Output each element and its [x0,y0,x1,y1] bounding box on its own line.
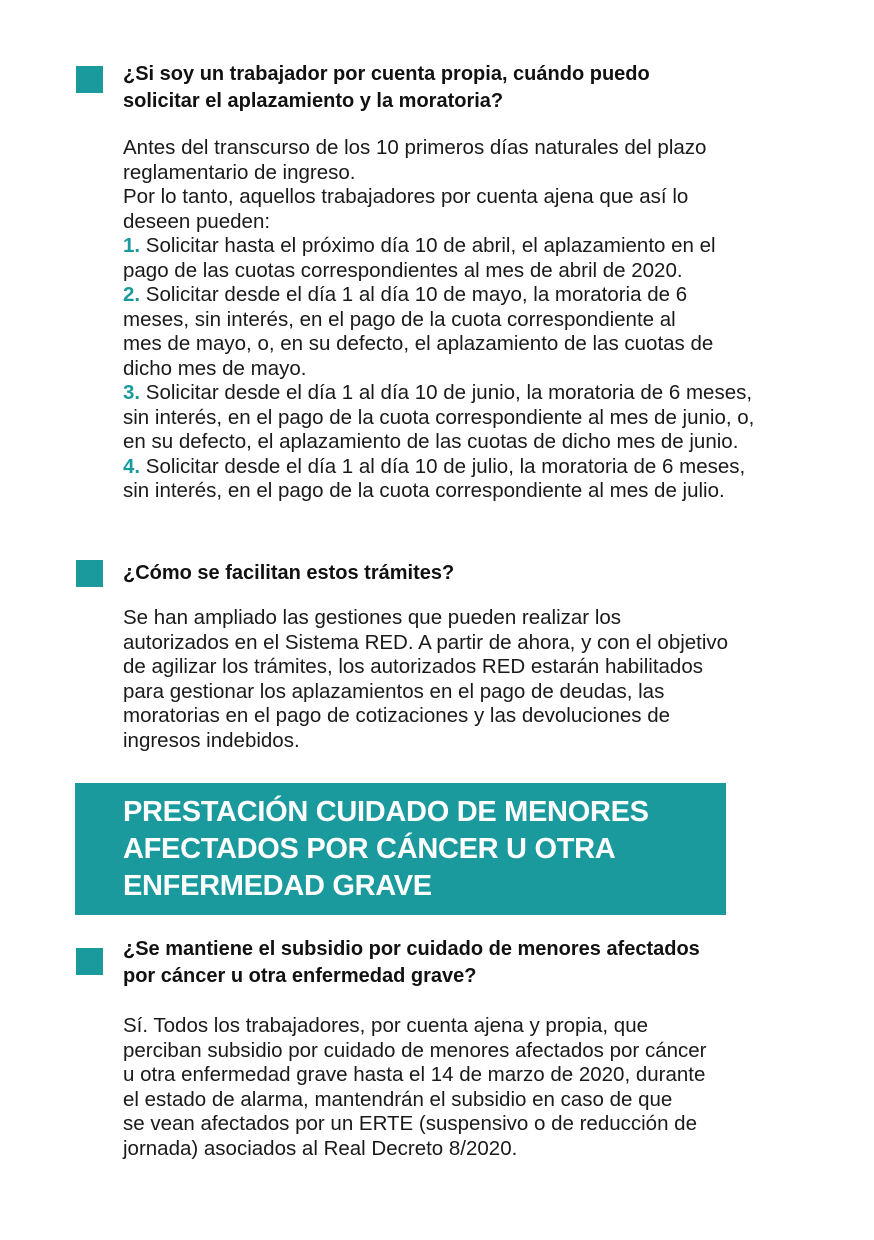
section-marker-2 [76,560,103,587]
question-procedures: ¿Cómo se facilitan estos trámites? [123,562,455,584]
banner-title-line: PRESTACIÓN CUIDADO DE MENORES [123,796,649,828]
intro-line: reglamentario de ingreso. [123,160,356,184]
section-marker-3 [76,948,103,975]
intro-line: deseen pueden: [123,209,271,233]
list-number-4: 4. [123,454,141,478]
list-number-2: 2. [123,283,141,306]
answer-self-employed: Antes del transcurso de los 10 primeros días naturales del plazo reglamentario de ingreso. Por lo tanto, aquellos trabajadores por cuenta ajena que así lo deseen pueden: 1. Solicitar hasta el próximo día 10 de abril, el aplazamiento en el pago de las cuotas correspondientes al mes de abril de 2020. 2. Solicitar desde el día 1 al día 10 de mayo, la moratoria de 6 meses, sin interés, en el pago de la cuota correspondiente al mes de mayo, o, en su defecto, el aplazamiento de las cuotas de dicho mes de mayo. 3. Solicitar desde el día 1 al día 10 de junio, la moratoria de 6 meses, sin interés, en el pago de la cuota correspondiente al mes de junio, o, en su defecto, el aplazamiento de las cuotas de dicho mes de junio. 4. Solicitar desde el día 1 al día 10 de julio, la moratoria de 6 meses, sin interés, en el pago de la cuota correspondiente al mes de julio. [123,136,755,502]
answer-subsidy: Sí. Todos los trabajadores, por cuenta ajena y propia, que perciban subsidio por cuidado de menores afectados por cáncer u otra enfermedad grave hasta el 14 de marzo de 2020, durante el estado de alarma, mantendrán el subsidio en caso de que se vean afectados por un ERTE (suspensivo o de reducción de jornada) asociados al Real Decreto 8/2020. [123,1014,707,1160]
section-banner [75,783,726,915]
section-marker-1 [76,66,103,93]
intro-line: Antes del transcurso de los 10 primeros días naturales del plazo [123,136,707,159]
question-self-employed: ¿Si soy un trabajador por cuenta propia, cuándo puedo solicitar el aplazamiento y la moratoria? [123,63,650,112]
banner-title-line: ENFERMEDAD GRAVE [123,870,432,902]
intro-line: Por lo tanto, aquellos trabajadores por cuenta ajena que así lo [123,185,689,208]
list-number-1: 1. [123,234,141,257]
question-subsidy: ¿Se mantiene el subsidio por cuidado de menores afectados por cáncer u otra enfermedad grave? [123,938,700,987]
list-number-3: 3. [123,381,141,404]
answer-procedures: Se han ampliado las gestiones que pueden realizar los autorizados en el Sistema RED. A partir de ahora, y con el objetivo de agilizar los trámites, los autorizados RED estarán habilitados para gestionar los aplazamientos en el pago de deudas, las moratorias en el pago de cotizaciones y las devoluciones de ingresos indebidos. [123,606,729,752]
banner-title-line: AFECTADOS POR CÁNCER U OTRA [123,833,616,865]
